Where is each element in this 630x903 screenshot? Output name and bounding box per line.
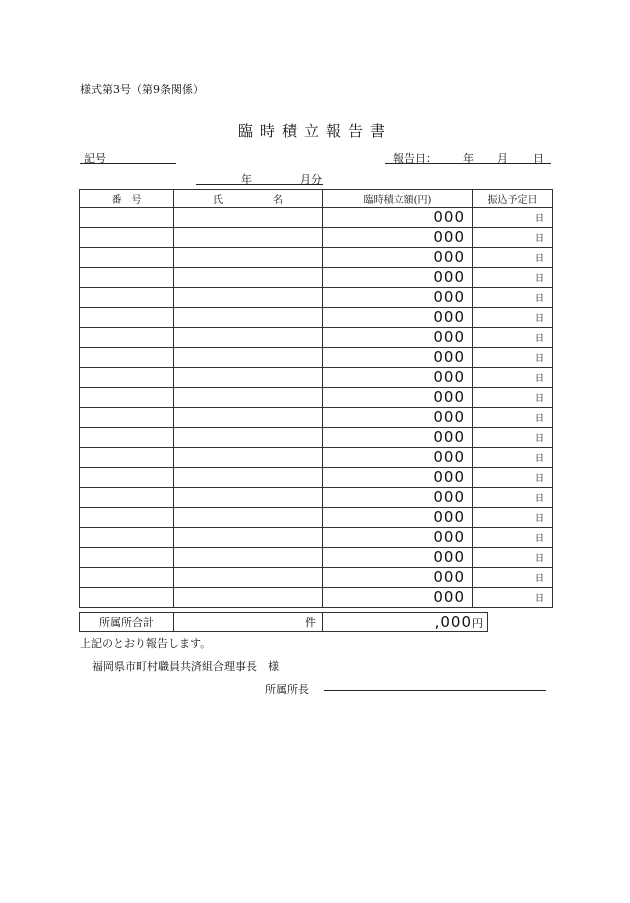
row-amount: 000 [433,228,465,246]
row-day-unit: 日 [534,314,544,324]
row-amount-cell[interactable] [323,508,473,528]
row-day-unit: 日 [534,474,544,484]
table-row [80,568,553,588]
totals-amount: ,000 [434,613,472,631]
row-number-cell[interactable] [80,208,174,228]
row-transfer-day-cell[interactable] [473,488,553,508]
row-day-unit: 日 [534,254,544,264]
signature-label: 所属所長 [265,683,309,696]
header-transfer-date: 振込予定日 [473,190,553,208]
row-transfer-day-cell[interactable] [473,428,553,448]
row-name-cell[interactable] [174,488,323,508]
row-transfer-day-cell[interactable] [473,548,553,568]
row-name-cell[interactable] [174,468,323,488]
row-day-unit: 日 [534,534,544,544]
row-name-cell[interactable] [174,348,323,368]
table-row [80,408,553,428]
row-amount: 000 [433,348,465,366]
row-number-cell[interactable] [80,508,174,528]
row-name-cell[interactable] [174,408,323,428]
kigo-field[interactable] [80,150,176,164]
row-number-cell[interactable] [80,428,174,448]
row-amount-cell[interactable] [323,288,473,308]
row-amount-cell[interactable] [323,588,473,608]
totals-label: 所属所合計 [80,613,174,632]
table-row [80,308,553,328]
row-day-unit: 日 [534,414,544,424]
period-field[interactable] [196,171,323,185]
row-amount: 000 [433,568,465,586]
row-amount-cell[interactable] [323,268,473,288]
row-number-cell[interactable] [80,328,174,348]
row-amount-cell[interactable] [323,528,473,548]
row-amount-cell[interactable] [323,448,473,468]
row-transfer-day-cell[interactable] [473,588,553,608]
table-header-row [80,190,553,208]
row-transfer-day-cell[interactable] [473,528,553,548]
row-number-cell[interactable] [80,388,174,408]
row-amount: 000 [433,508,465,526]
signature-line[interactable] [324,690,546,691]
addressee-text: 福岡県市町村職員共済組合理事長 様 [92,660,279,673]
row-transfer-day-cell[interactable] [473,308,553,328]
period-month: 月分 [300,173,322,186]
row-amount: 000 [433,488,465,506]
row-number-cell[interactable] [80,468,174,488]
row-amount-cell[interactable] [323,368,473,388]
row-amount: 000 [433,528,465,546]
row-name-cell[interactable] [174,248,323,268]
statement-text: 上記のとおり報告します。 [80,637,212,650]
row-amount-cell[interactable] [323,488,473,508]
totals-row [80,613,488,632]
table-row [80,428,553,448]
row-day-unit: 日 [534,214,544,224]
row-number-cell[interactable] [80,448,174,468]
report-date-label: 報告日： [393,152,437,165]
row-amount: 000 [433,288,465,306]
table-row [80,448,553,468]
row-transfer-day-cell[interactable] [473,568,553,588]
row-transfer-day-cell[interactable] [473,208,553,228]
row-number-cell[interactable] [80,568,174,588]
table-row [80,548,553,568]
row-amount: 000 [433,248,465,266]
report-date-year: 年 [463,152,474,165]
table-row [80,388,553,408]
row-number-cell[interactable] [80,248,174,268]
row-amount-cell[interactable] [323,308,473,328]
row-transfer-day-cell[interactable] [473,448,553,468]
row-day-unit: 日 [534,334,544,344]
table-row [80,328,553,348]
row-name-cell[interactable] [174,528,323,548]
header-name: 氏 名 [174,190,323,208]
report-date-field[interactable] [385,150,551,164]
row-number-cell[interactable] [80,288,174,308]
table-row [80,468,553,488]
row-amount-cell[interactable] [323,208,473,228]
table-row [80,348,553,368]
row-day-unit: 日 [534,394,544,404]
totals-count-cell[interactable] [174,613,323,632]
row-name-cell[interactable] [174,548,323,568]
row-name-cell[interactable] [174,588,323,608]
table-row [80,588,553,608]
row-amount: 000 [433,328,465,346]
row-transfer-day-cell[interactable] [473,248,553,268]
row-day-unit: 日 [534,274,544,284]
row-amount: 000 [433,208,465,226]
row-day-unit: 日 [534,554,544,564]
row-amount-cell[interactable] [323,328,473,348]
kigo-label: 記号 [84,152,106,165]
header-number: 番 号 [80,190,174,208]
row-amount: 000 [433,388,465,406]
row-transfer-day-cell[interactable] [473,288,553,308]
row-transfer-day-cell[interactable] [473,328,553,348]
row-transfer-day-cell[interactable] [473,508,553,528]
row-amount-cell[interactable] [323,468,473,488]
row-amount: 000 [433,428,465,446]
row-amount: 000 [433,308,465,326]
row-name-cell[interactable] [174,428,323,448]
totals-amount-cell[interactable] [323,613,488,632]
row-transfer-day-cell[interactable] [473,468,553,488]
row-name-cell[interactable] [174,208,323,228]
row-amount-cell[interactable] [323,568,473,588]
row-name-cell[interactable] [174,508,323,528]
totals-count-unit: 件 [305,616,316,629]
table-row [80,488,553,508]
row-day-unit: 日 [534,574,544,584]
table-row [80,228,553,248]
row-name-cell[interactable] [174,288,323,308]
row-transfer-day-cell[interactable] [473,348,553,368]
row-transfer-day-cell[interactable] [473,408,553,428]
table-row [80,208,553,228]
table-row [80,368,553,388]
row-number-cell[interactable] [80,308,174,328]
header-amount: 臨時積立額(円) [323,190,473,208]
row-day-unit: 日 [534,434,544,444]
row-name-cell[interactable] [174,568,323,588]
row-amount-cell[interactable] [323,388,473,408]
row-name-cell[interactable] [174,308,323,328]
table-row [80,508,553,528]
row-amount: 000 [433,268,465,286]
row-name-cell[interactable] [174,448,323,468]
row-number-cell[interactable] [80,268,174,288]
row-amount-cell[interactable] [323,548,473,568]
row-amount-cell[interactable] [323,248,473,268]
totals-table [79,612,488,632]
row-day-unit: 日 [534,494,544,504]
row-name-cell[interactable] [174,328,323,348]
row-transfer-day-cell[interactable] [473,388,553,408]
row-number-cell[interactable] [80,348,174,368]
row-amount: 000 [433,468,465,486]
row-number-cell[interactable] [80,368,174,388]
page-title: 臨時積立報告書 [237,122,392,140]
row-transfer-day-cell[interactable] [473,228,553,248]
row-name-cell[interactable] [174,228,323,248]
row-day-unit: 日 [534,354,544,364]
row-amount: 000 [433,548,465,566]
row-day-unit: 日 [534,294,544,304]
table-row [80,248,553,268]
row-transfer-day-cell[interactable] [473,268,553,288]
row-number-cell[interactable] [80,228,174,248]
row-day-unit: 日 [534,374,544,384]
row-day-unit: 日 [534,234,544,244]
row-name-cell[interactable] [174,368,323,388]
row-number-cell[interactable] [80,588,174,608]
row-amount: 000 [433,588,465,606]
period-year: 年 [241,173,252,186]
row-amount: 000 [433,448,465,466]
row-number-cell[interactable] [80,408,174,428]
row-transfer-day-cell[interactable] [473,368,553,388]
row-amount-cell[interactable] [323,408,473,428]
row-day-unit: 日 [534,514,544,524]
row-name-cell[interactable] [174,388,323,408]
row-amount: 000 [433,368,465,386]
row-number-cell[interactable] [80,488,174,508]
table-row [80,528,553,548]
row-amount-cell[interactable] [323,428,473,448]
report-date-day: 日 [533,152,544,165]
row-amount-cell[interactable] [323,228,473,248]
row-day-unit: 日 [534,594,544,604]
form-number: 様式第3号（第9条関係） [80,83,204,96]
row-name-cell[interactable] [174,268,323,288]
row-amount: 000 [433,408,465,426]
report-table [79,189,553,608]
row-number-cell[interactable] [80,528,174,548]
row-number-cell[interactable] [80,548,174,568]
totals-amount-unit: 円 [472,617,483,630]
report-date-month: 月 [497,152,508,165]
row-amount-cell[interactable] [323,348,473,368]
table-row [80,288,553,308]
row-day-unit: 日 [534,454,544,464]
table-row [80,268,553,288]
